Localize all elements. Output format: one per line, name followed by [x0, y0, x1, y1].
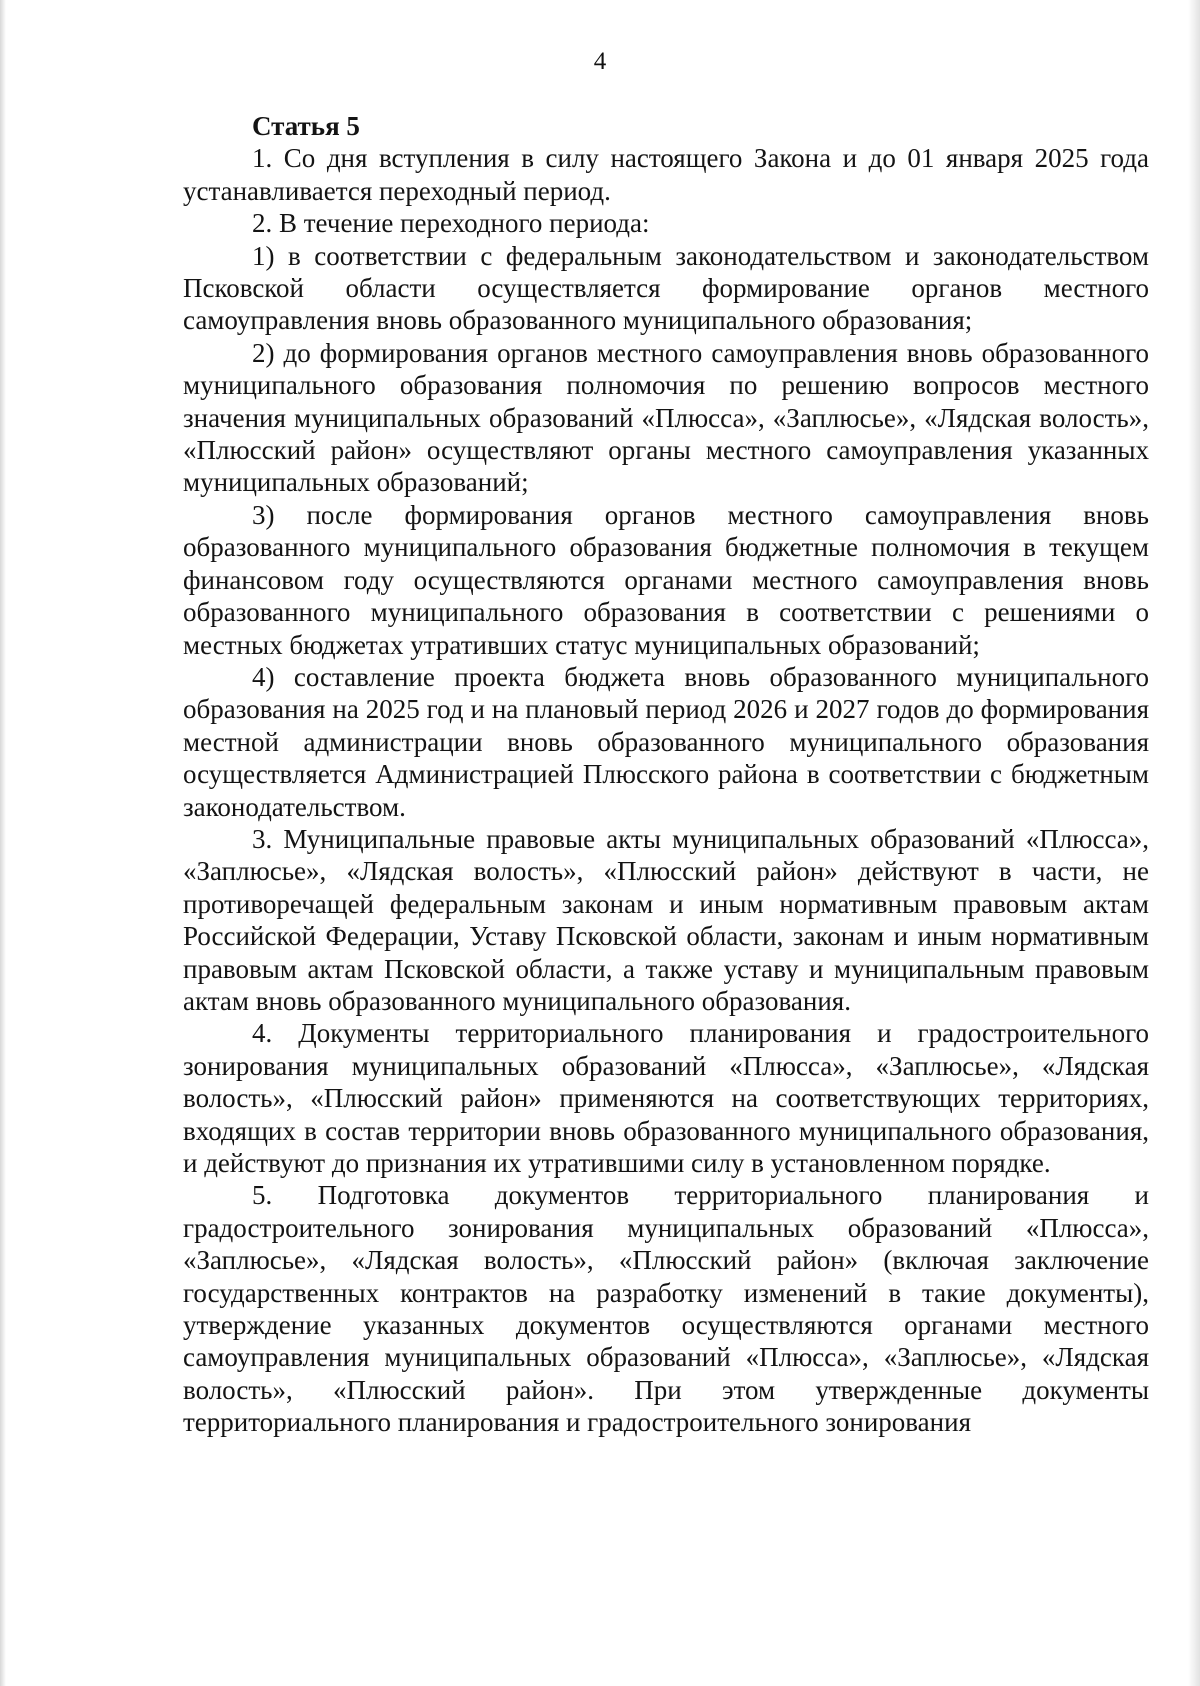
scan-edge-right — [1188, 0, 1200, 1686]
document-body — [183, 110, 1149, 1439]
article-title: Статья 5 — [252, 111, 360, 141]
subparagraph-3: 3) после формирования органов местного самоуправления вновь образованного муниципального образования бюджетные полномочия в текущем финансовом году осуществляются органами местного самоуправления вновь образованного муниципального образования в соответствии с решениями о местных бюджетах утративших статус муниципальных образований; — [183, 499, 1149, 660]
paragraph-2-intro: 2. В течение переходного периода: — [252, 208, 650, 239]
paragraph-1-transition-period: 1. Со дня вступления в силу настоящего Закона и до 01 января 2025 года устанавливается переходный период. — [183, 143, 1149, 206]
scan-edge-left — [0, 0, 6, 1686]
paragraph-3-legal-acts: 3. Муниципальные правовые акты муниципальных образований «Плюсса», «Заплюсье», «Лядская волость», «Плюсский район» действуют в части, не противоречащей федеральным законам и иным нормативным правовым актам Российской Федерации, Уставу Псковской области, законам и иным нормативным правовым актам Псковской области, а также уставу и муниципальным правовым актам вновь образованного муниципального образования. — [183, 823, 1149, 1016]
subparagraph-2: 2) до формирования органов местного самоуправления вновь образованного муниципального образования полномочия по решению вопросов местного значения муниципальных образований «Плюсса», «Заплюсье», «Лядская волость», «Плюсский район» осуществляют органы местного самоуправления указанных муниципальных образований; — [183, 337, 1149, 498]
page-number: 4 — [593, 48, 607, 75]
subparagraph-4: 4) составление проекта бюджета вновь образованного муниципального образования на 2025 год и на плановый период 2026 и 2027 годов до формирования местной администрации вновь образованного муниципального образования осуществляется Администрацией Плюсского района в соответствии с бюджетным законодательством. — [183, 661, 1149, 822]
subparagraph-1: 1) в соответствии с федеральным законодательством и законодательством Псковской области осуществляется формирование органов местного самоуправления вновь образованного муниципального образования; — [183, 240, 1149, 336]
paragraph-5-preparation: 5. Подготовка документов территориального планирования и градостроительного зонирования муниципальных образований «Плюсса», «Заплюсье», «Лядская волость», «Плюсский район» (включая заключение государственных контрактов на разработку изменений в такие документы), утверждение указанных документов осуществляются органами местного самоуправления муниципальных образований «Плюсса», «Заплюсье», «Лядская волость», «Плюсский район». При этом утвержденные документы территориального планирования и градостроительного зонирования — [183, 1180, 1149, 1438]
paragraph-4-planning-documents: 4. Документы территориального планирования и градостроительного зонирования муниципальных образований «Плюсса», «Заплюсье», «Лядская волость», «Плюсский район» применяются на соответствующих территориях, входящих в состав территории вновь образованного муниципального образования, и действуют до признания их утратившими силу в установленном порядке. — [183, 1018, 1149, 1178]
